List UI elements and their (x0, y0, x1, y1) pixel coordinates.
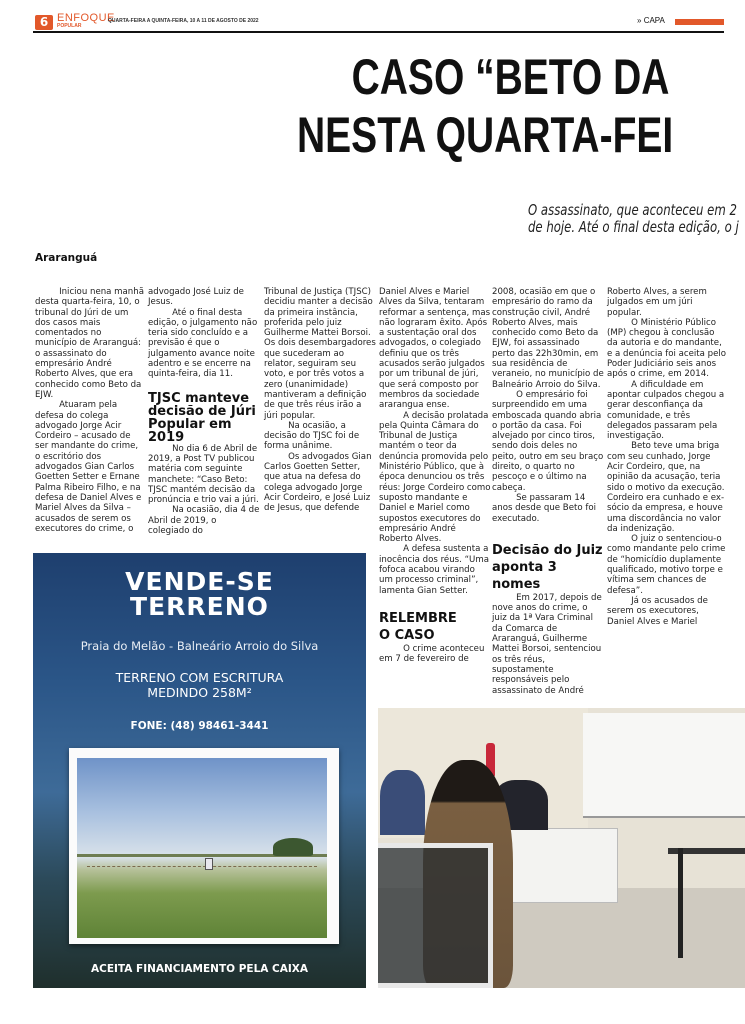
paragraph: Na ocasião, a decisão do TJSC foi de forma unânime. (264, 420, 360, 452)
paragraph: Já os acusados de serem os executores, Daniel Alves e Mariel (607, 595, 708, 627)
article-column-1 (35, 287, 145, 534)
subtitle-line-2: de hoje. Até o final desta edição, o j (528, 218, 739, 236)
land-plot-photo (77, 758, 327, 938)
paragraph: Daniel Alves e Mariel Alves da Silva, tentaram reformar a sentença, mas não lograram êxito. Após a sustentação oral dos advogados, o colegiado definiu que os três acusados serão julgados por um tribunal de júri, que será composto por membros da sociedade ararangua ense. (379, 287, 491, 411)
glass-partition (378, 843, 493, 988)
subheading: Decisão do Juiz aponta 3 nomes (492, 542, 603, 592)
brand-subtitle: POPULAR (57, 23, 82, 29)
ad-location: Praia do Melão - Balneário Arroio do Silva (80, 639, 319, 653)
paragraph: Tribunal de Justiça (TJSC) decidiu manter a decisão da primeira instância, proferida pelo juiz Guilherme Mattei Borsoi. Os dois desembargadores que sucederam ao relator, seguiram seu voto, e por três votos a zero (unanimidade) mantiveram a definição de que três réus irão a júri popular. (264, 287, 376, 421)
paragraph: Os advogados Gian Carlos Goetten Setter, que atua na defesa do colega advogado Jorge Acir Cordeiro, e José Luiz de Jesus, que defende (264, 451, 372, 514)
double-chevron-right-icon: » (637, 16, 642, 25)
ad-title-line-2: TERRENO (130, 592, 269, 621)
paragraph: O crime aconteceu em 7 de fevereiro de (379, 643, 485, 665)
article-column-3 (264, 287, 376, 514)
section-accent-bar (675, 19, 724, 25)
location-kicker: Araranguá (35, 252, 98, 264)
paragraph: Atuaram pela defesa do colega advogado Jorge Acir Cordeiro – acusado de ser mandante do crime, o escritório dos advogados Gian Carlos Goetten Setter e Ernane Palma Ribeiro Filho, e na defesa de Daniel Alves e Mariel Alves da Silva – acusados de serem os executores do crime, o (35, 400, 142, 534)
paragraph: Beto teve uma briga com seu cunhado, Jorge Acir Cordeiro, que, na opinião da acusação, teria sido o motivo da execução. Cordeiro era cunhado e ex-sócio da empresa, e houve uma discordância no valor da indenização. (607, 441, 725, 534)
courtroom-photo (378, 708, 745, 988)
fence (87, 866, 317, 867)
article-column-6 (607, 287, 727, 627)
headline-line-1: CASO “BETO DA (351, 49, 670, 105)
ad-title-line-1: VENDE-SE (125, 567, 274, 596)
newspaper-logo (57, 13, 115, 29)
table-leg (678, 848, 683, 958)
paragraph: Iniciou nena manhã desta quarta-feira, 10, o tribunal do Júri de um dos casos mais comentados no município de Araranguá: o assassinato do empresário André Roberto Alves, que era conhecido como Beto da EJW. (35, 287, 144, 400)
ad-title (33, 569, 366, 619)
ad-footer: ACEITA FINANCIAMENTO PELA CAIXA (90, 963, 308, 975)
paragraph: O juiz o sentenciou-o como mandante pelo crime de “homicídio duplamente qualificado, motivo torpe e vítima sem chances de defesa”. (607, 534, 726, 596)
subheading: TJSC manteve decisão de Júri Popular em 2019 (148, 390, 256, 445)
paragraph: O empresário foi surpreendido em uma emboscada quando abria o portão da casa. Foi alvejado por cinco tiros, sendo dois deles no peito, outro em seu braço direito, o quarto no pescoço e o último na cabeça. (492, 389, 604, 493)
ad-description-line-2: MEDINDO 258M² (147, 685, 252, 700)
ad-photo-frame (69, 748, 339, 944)
section-name: CAPA (643, 16, 665, 25)
section-label (637, 16, 665, 25)
article-column-5 (492, 287, 604, 696)
for-sale-sign (205, 858, 213, 870)
paragraph: A decisão prolatada pela Quinta Câmara do Tribunal de Justiça mantém o teor da denúncia promovida pelo Ministério Público, que à época denunciou os três réus: Jorge Cordeiro como suposto mandante e Daniel e Mariel como supostos executores do empresário André Roberto Alves. (379, 410, 491, 545)
subtitle-line-1: O assassinato, que aconteceu em 2 (528, 201, 737, 219)
subheading: RELEMBRE O CASO (379, 610, 457, 643)
subtitle (528, 202, 739, 236)
dateline: QUARTA-FEIRA A QUINTA-FEIRA, 10 A 11 DE AGOSTO DE 2022 (108, 18, 259, 24)
paragraph: Até o final desta edição, o julgamento não teria sido concluído e a previsão é que o julgamento avance noite adentro e se encerre na quinta-feira, dia 11. (148, 307, 258, 380)
ad-description (33, 670, 366, 700)
paragraph: Na ocasião, dia 4 de Abril de 2019, o colegiado do (148, 505, 260, 537)
page-number: 6 (35, 15, 53, 30)
article-column-2 (148, 287, 260, 536)
ad-description-line-1: TERRENO COM ESCRITURA (115, 670, 284, 685)
header-divider (33, 31, 724, 33)
paragraph: A dificuldade em apontar culpados chegou a gerar desconfiança da comunidade, e três delegados passaram pela investigação. (607, 379, 725, 442)
headline-line-2: NESTA QUARTA-FEI (297, 107, 674, 163)
projection-screen (583, 713, 745, 818)
paragraph: 2008, ocasião em que o empresário do ramo da construção civil, André Roberto Alves, mais conhecido como Beto da EJW, foi assassinado perto das 22h30min, em sua residência de veraneio, no município de Balneário Arroio do Silva. (492, 287, 604, 390)
paragraph: A defesa sustenta a inocência dos réus. “Uma fofoca acabou virando um processo criminal”, lamenta Gian Setter. (379, 544, 489, 596)
paragraph: O Ministério Público (MP) chegou à conclusão da autoria e do mandante, e a denúncia foi aceita pelo Poder Judiciário seis anos após o crime, em 2014. (607, 317, 727, 380)
real-estate-advertisement[interactable] (33, 553, 366, 988)
paragraph: No dia 6 de Abril de 2019, a Post TV publicou matéria com seguinte manchete: “Caso Beto: TJSC mantém decisão da pronúncia e trio vai a júri. (148, 443, 259, 506)
paragraph: Roberto Alves, a serem julgados em um júri popular. (607, 287, 707, 318)
paragraph: advogado José Luiz de Jesus. (148, 287, 244, 308)
judges-desk (508, 828, 618, 903)
headline (297, 48, 673, 164)
ad-phone: FONE: (48) 98461-3441 (130, 720, 269, 732)
paragraph: Se passaram 14 anos desde que Beto foi executado. (492, 492, 597, 524)
article-column-4 (379, 287, 491, 665)
lawyer-figure (380, 770, 425, 835)
tree (273, 838, 313, 856)
paragraph: Em 2017, depois de nove anos do crime, o juiz da 1ª Vara Criminal da Comarca de Araranguá, Guilherme Mattei Borsoi, sentenciou os três réus, supostamente responsáveis pelo assassinato de André (492, 592, 602, 696)
brand-name: ENFOQUE (57, 12, 115, 24)
